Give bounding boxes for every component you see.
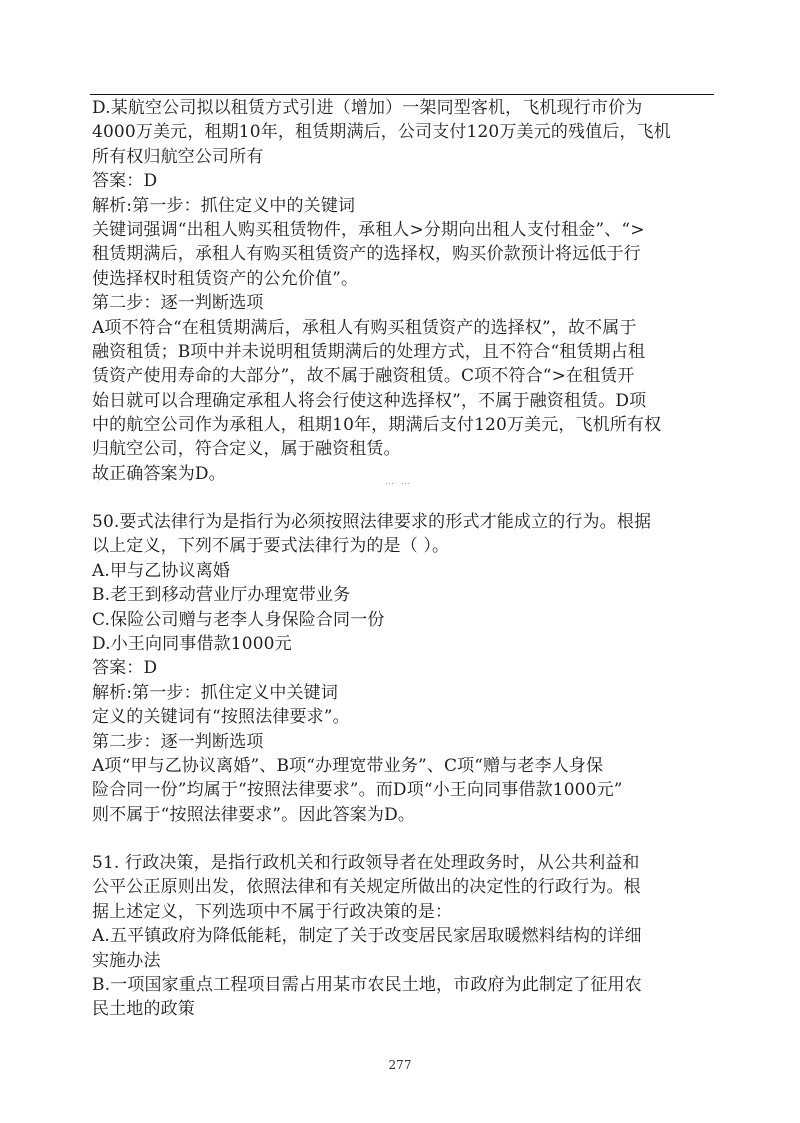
q50-line: 50.要式法律行为是指行为必须按照法律要求的形式才能成立的行为。根据 — [92, 512, 652, 532]
q51-line: A.五平镇政府为降低能耗，制定了关于改变居民家居取暖燃料结构的详细 — [92, 926, 642, 947]
q51-line: 民土地的政策 — [92, 999, 195, 1020]
q50-line: 第二步：逐一判断选项 — [92, 731, 264, 752]
q49-line: 答案：D — [92, 171, 158, 192]
q49-line: 租赁期满后，承租人有购买租赁资产的选择权，购买价款预计将远低于行 — [92, 244, 641, 265]
q50-line: B.老王到移动营业厅办理宽带业务 — [92, 585, 351, 606]
q51-line: 据上述定义，下列选项中不属于行政决策的是： — [92, 901, 453, 922]
q51-line: 实施办法 — [92, 950, 161, 971]
q50-line: A.甲与乙协议离婚 — [92, 560, 231, 581]
q50-line: 则不属于“按照法律要求”。因此答案为D。 — [92, 804, 416, 825]
q49-line: 始日就可以合理确定承租人将会行使这种选择权”，不属于融资租赁。D项 — [92, 390, 647, 411]
q51-line: 公平公正原则出发，依照法律和有关规定所做出的决定性的行政行为。根 — [92, 877, 641, 898]
q49-line: 关键词强调“出租人购买租赁物件，承租人>分期向出租人支付租金”、“> — [92, 219, 645, 240]
q49-line: 所有权归航空公司所有 — [92, 146, 264, 167]
q51-line: 51. 行政决策，是指行政机关和行政领导者在处理政务时，从公共利益和 — [92, 853, 640, 873]
q49-line: 归航空公司，符合定义，属于融资租赁。 — [92, 439, 401, 460]
q50-line: C.保险公司赠与老李人身保险合同一份 — [92, 609, 385, 630]
q50-line: 定义的关键词有“按照法律要求”。 — [92, 707, 350, 728]
q50-line: D.小王向同事借款1000元 — [92, 633, 292, 654]
q49-line: 故正确答案为D。 — [92, 463, 226, 484]
q50-line: 险合同一份”均属于“按照法律要求”。而D项“小王向同事借款1000元” — [92, 780, 623, 801]
q49-line: A项不符合“在租赁期满后，承租人有购买租赁资产的选择权”，故不属于 — [92, 317, 637, 338]
q51-line: B.一项国家重点工程项目需占用某市农民土地，市政府为此制定了征用农 — [92, 974, 642, 995]
q49-line: 使选择权时租赁资产的公允价值”。 — [92, 268, 359, 289]
q50-line: 答案：D — [92, 658, 158, 679]
q50-line: A项“甲与乙协议离婚”、B项“办理宽带业务”、C项“赠与老李人身保 — [92, 755, 604, 776]
header-rule — [90, 94, 714, 95]
q50-line: 解析:第一步：抓住定义中关键词 — [92, 682, 338, 703]
q49-line: 赁资产使用寿命的大部分”，故不属于融资租赁。C项不符合“>在租赁开 — [92, 366, 635, 387]
page-number: 277 — [388, 1058, 412, 1072]
q49-line: 4000万美元，租期10年，租赁期满后，公司支付120万美元的残值后，飞机 — [92, 122, 671, 143]
q49-line: 中的航空公司作为承租人，租期10年，期满后支付120万美元，飞机所有权 — [92, 415, 662, 436]
question-49-option-d-and-analysis — [92, 96, 712, 486]
separator-dots: … … — [385, 477, 412, 487]
q49-line: 第二步：逐一判断选项 — [92, 293, 264, 314]
q49-line: D.某航空公司拟以租赁方式引进（增加）一架同型客机，飞机现行市价为 — [92, 98, 643, 118]
q49-line: 解析:第一步：抓住定义中的关键词 — [92, 195, 356, 216]
q49-line: 融资租赁；B项中并未说明租赁期满后的处理方式，且不符合“租赁期占租 — [92, 341, 646, 362]
question-50 — [92, 510, 712, 827]
q50-line: 以上定义，下列不属于要式法律行为的是（ ）。 — [92, 536, 450, 557]
question-51 — [92, 851, 712, 1022]
